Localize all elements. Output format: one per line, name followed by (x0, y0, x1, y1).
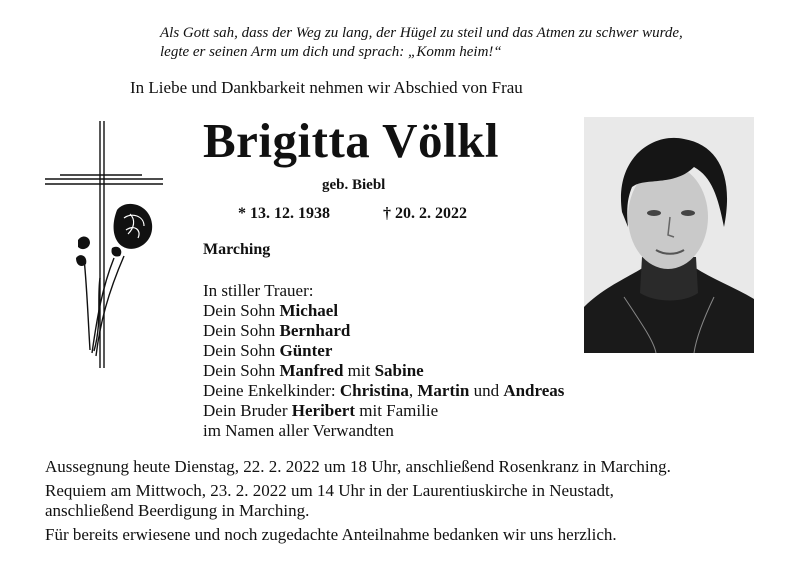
brother-prefix: Dein Bruder (203, 401, 292, 420)
mourner-grandchildren (203, 381, 564, 401)
memorial-quote (160, 24, 760, 62)
thanks-line: Für bereits erwiesene und noch zugedachte Anteilnahme bedanken wir uns herzlich. (45, 525, 617, 544)
service-line-1: Aussegnung heute Dienstag, 22. 2. 2022 um 18 Uhr, anschließend Rosenkranz in Marching. (45, 457, 671, 476)
grandchild-name: Martin (417, 381, 470, 400)
son-name: Bernhard (279, 321, 351, 340)
service-line-3: anschließend Beerdigung in Marching. (45, 501, 310, 520)
grandchild-name: Christina (339, 381, 409, 400)
cross-with-rose-icon (42, 118, 166, 370)
mourner-son-2 (203, 321, 564, 341)
quote-line-1: Als Gott sah, dass der Weg zu lang, der Hügel zu steil und das Atmen zu schwer wurde, (160, 25, 683, 41)
birth-date: * 13. 12. 1938 (238, 205, 330, 222)
maiden-name: geb. Biebl (322, 177, 386, 193)
son-prefix: Dein Sohn (203, 321, 280, 340)
intro-text: In Liebe und Dankbarkeit nehmen wir Abschied von Frau (130, 78, 523, 97)
and-word: und (469, 381, 504, 400)
son-prefix: Dein Sohn (203, 361, 280, 380)
son-prefix: Dein Sohn (203, 301, 280, 320)
quote-line-2: legte er seinen Arm um dich und sprach: „Komm heim!“ (160, 44, 502, 60)
mourner-relatives: im Namen aller Verwandten (203, 421, 394, 440)
mourner-son-4 (203, 361, 564, 381)
residence-place: Marching (203, 241, 271, 258)
son-name: Michael (279, 301, 339, 320)
with-word: mit (343, 361, 375, 380)
son-prefix: Dein Sohn (203, 341, 280, 360)
grandchildren-prefix: Deine Enkelkinder: (203, 381, 340, 400)
grandchild-name: Andreas (503, 381, 565, 400)
comma: , (408, 381, 418, 400)
brother-name: Heribert (291, 401, 356, 420)
son-name: Manfred (279, 361, 344, 380)
mourners-list (203, 281, 564, 441)
mourner-son-3 (203, 341, 564, 361)
brother-suffix: mit Familie (355, 401, 439, 420)
mourners-heading: In stiller Trauer: (203, 281, 314, 300)
service-line-2: Requiem am Mittwoch, 23. 2. 2022 um 14 Uhr in der Laurentiuskirche in Neustadt, (45, 481, 614, 500)
deceased-name: Brigitta Völkl (203, 113, 500, 168)
son-name: Günter (279, 341, 333, 360)
mourner-son-1 (203, 301, 564, 321)
mourner-brother (203, 401, 564, 421)
service-details (45, 457, 775, 545)
portrait-photo (584, 117, 754, 353)
partner-name: Sabine (374, 361, 424, 380)
death-date: † 20. 2. 2022 (383, 205, 467, 222)
